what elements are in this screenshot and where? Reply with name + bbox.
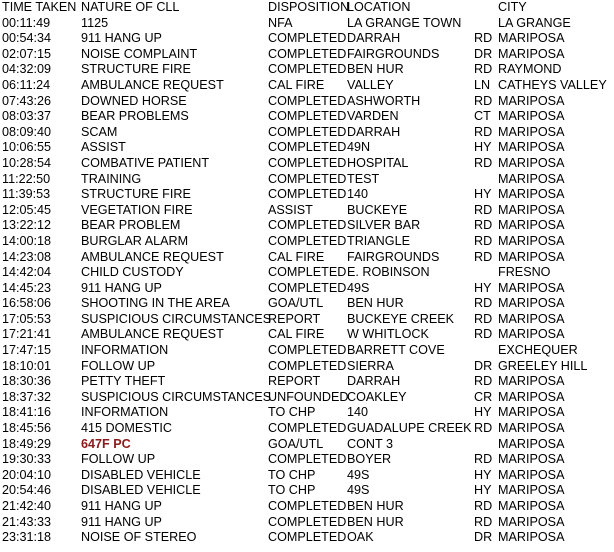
log-row [0, 499, 614, 515]
log-row [0, 140, 614, 156]
disposition-cell: GOA/UTL [268, 296, 324, 311]
log-row [0, 515, 614, 531]
disposition-cell: COMPLETED [268, 93, 347, 108]
city-cell: RAYMOND [498, 62, 562, 77]
location-cell: 140 [347, 405, 369, 420]
suffix-cell: RD [474, 124, 493, 139]
log-row [0, 281, 614, 297]
time-cell: 08:09:40 [2, 124, 52, 139]
city-cell: MARIPOSA [498, 109, 565, 124]
log-row [0, 250, 614, 266]
header-city: CITY [498, 0, 527, 14]
nature-cell: INFORMATION [81, 343, 169, 358]
suffix-cell: LN [474, 77, 491, 92]
disposition-cell: UNFOUNDED [268, 389, 349, 404]
location-cell: BEN HUR [347, 514, 404, 529]
suffix-cell: RD [474, 31, 493, 46]
time-cell: 14:42:04 [2, 265, 52, 280]
location-cell: BUCKEYE [347, 202, 408, 217]
disposition-cell: CAL FIRE [268, 327, 325, 342]
time-cell: 11:39:53 [2, 187, 51, 202]
time-cell: 00:54:34 [2, 31, 52, 46]
city-cell: GREELEY HILL [498, 358, 588, 373]
disposition-cell: ASSIST [268, 202, 313, 217]
city-cell: MARIPOSA [498, 280, 565, 295]
nature-cell: SUSPICIOUS CIRCUMSTANCES [81, 311, 272, 326]
log-row [0, 437, 614, 453]
location-cell: TRIANGLE [347, 233, 410, 248]
suffix-cell: RD [474, 218, 493, 233]
time-cell: 14:45:23 [2, 280, 52, 295]
disposition-cell: CAL FIRE [268, 249, 325, 264]
disposition-cell: COMPLETED [268, 514, 347, 529]
disposition-cell: COMPLETED [268, 280, 347, 295]
city-cell: MARIPOSA [498, 499, 565, 513]
city-cell: MARIPOSA [498, 46, 565, 61]
disposition-cell: GOA/UTL [268, 436, 324, 451]
time-cell: 21:43:33 [2, 514, 52, 529]
disposition-cell: COMPLETED [268, 265, 347, 280]
suffix-cell: HY [474, 405, 492, 420]
suffix-cell: RD [474, 62, 493, 77]
time-cell: 10:06:55 [2, 140, 52, 155]
log-row [0, 47, 614, 63]
location-cell: 49N [347, 140, 371, 155]
location-cell: GUADALUPE CREEK [347, 421, 472, 436]
location-cell: E. ROBINSON [347, 265, 430, 280]
time-cell: 00:11:49 [2, 15, 51, 30]
suffix-cell: HY [474, 467, 492, 482]
nature-cell: BEAR PROBLEM [81, 218, 181, 233]
location-cell: FAIRGROUNDS [347, 249, 440, 264]
location-cell: 49S [347, 483, 370, 498]
city-cell: MARIPOSA [498, 530, 565, 545]
disposition-cell: COMPLETED [268, 140, 347, 155]
location-cell: DARRAH [347, 374, 401, 389]
location-cell: ASHWORTH [347, 93, 421, 108]
nature-cell: INFORMATION [81, 405, 169, 420]
suffix-cell: HY [474, 280, 492, 295]
time-cell: 21:42:40 [2, 499, 52, 513]
time-cell: 18:37:32 [2, 389, 52, 404]
location-cell: BARRETT COVE [347, 343, 445, 358]
time-cell: 18:41:16 [2, 405, 52, 420]
location-cell: COAKLEY [347, 389, 407, 404]
time-cell: 20:54:46 [2, 483, 52, 498]
time-cell: 06:11:24 [2, 77, 51, 92]
nature-cell: CHILD CUSTODY [81, 265, 184, 280]
city-cell: LA GRANGE [498, 15, 571, 30]
nature-cell: NOISE COMPLAINT [81, 46, 198, 61]
log-row [0, 156, 614, 172]
nature-cell: COMBATIVE PATIENT [81, 155, 210, 170]
suffix-cell: HY [474, 483, 492, 498]
city-cell: MARIPOSA [498, 296, 565, 311]
disposition-cell: REPORT [268, 374, 321, 389]
nature-cell: STRUCTURE FIRE [81, 62, 191, 77]
nature-cell: SUSPICIOUS CIRCUMSTANCES [81, 389, 272, 404]
log-row [0, 374, 614, 390]
nature-cell: DISABLED VEHICLE [81, 467, 201, 482]
time-cell: 13:22:12 [2, 218, 52, 233]
location-cell: DARRAH [347, 31, 401, 46]
log-row [0, 452, 614, 468]
disposition-cell: COMPLETED [268, 499, 347, 513]
nature-cell: DOWNED HORSE [81, 93, 187, 108]
log-row [0, 359, 614, 375]
log-row [0, 343, 614, 359]
location-cell: BEN HUR [347, 62, 404, 77]
time-cell: 17:47:15 [2, 343, 52, 358]
time-cell: 11:22:50 [2, 171, 51, 186]
header-time: TIME TAKEN [2, 0, 77, 14]
log-row [0, 187, 614, 203]
city-cell: MARIPOSA [498, 483, 565, 498]
disposition-cell: COMPLETED [268, 31, 347, 46]
time-cell: 18:30:36 [2, 374, 52, 389]
city-cell: MARIPOSA [498, 467, 565, 482]
time-cell: 19:30:33 [2, 452, 52, 467]
disposition-cell: COMPLETED [268, 62, 347, 77]
location-cell: 49S [347, 467, 370, 482]
nature-cell: TRAINING [81, 171, 142, 186]
city-cell: MARIPOSA [498, 514, 565, 529]
location-cell: OAK [347, 530, 374, 545]
time-cell: 23:31:18 [2, 530, 52, 545]
city-cell: MARIPOSA [498, 389, 565, 404]
header-disposition: DISPOSITION [268, 0, 350, 14]
suffix-cell: DR [474, 358, 493, 373]
city-cell: FRESNO [498, 265, 551, 280]
nature-cell: SCAM [81, 124, 118, 139]
nature-cell: AMBULANCE REQUEST [81, 249, 224, 264]
location-cell: FAIRGROUNDS [347, 46, 440, 61]
city-cell: CATHEYS VALLEY [498, 77, 607, 92]
disposition-cell: COMPLETED [268, 155, 347, 170]
nature-cell: PETTY THEFT [81, 374, 166, 389]
nature-cell: 911 HANG UP [81, 280, 162, 295]
suffix-cell: RD [474, 327, 493, 342]
city-cell: MARIPOSA [498, 171, 565, 186]
location-cell: HOSPITAL [347, 155, 409, 170]
disposition-cell: TO CHP [268, 467, 316, 482]
log-row [0, 218, 614, 234]
log-row [0, 31, 614, 47]
city-cell: MARIPOSA [498, 452, 565, 467]
log-row [0, 16, 614, 32]
time-cell: 14:23:08 [2, 249, 52, 264]
disposition-cell: REPORT [268, 311, 321, 326]
location-cell: BOYER [347, 452, 392, 467]
city-cell: MARIPOSA [498, 124, 565, 139]
city-cell: MARIPOSA [498, 311, 565, 326]
log-row [0, 421, 614, 437]
disposition-cell: COMPLETED [268, 530, 347, 545]
time-cell: 04:32:09 [2, 62, 52, 77]
log-row [0, 203, 614, 219]
log-row [0, 78, 614, 94]
disposition-cell: COMPLETED [268, 233, 347, 248]
city-cell: MARIPOSA [498, 436, 565, 451]
log-row [0, 62, 614, 78]
city-cell: MARIPOSA [498, 374, 565, 389]
nature-cell: NOISE OF STEREO [81, 530, 197, 545]
suffix-cell: RD [474, 202, 493, 217]
log-row [0, 234, 614, 250]
log-row [0, 312, 614, 328]
disposition-cell: COMPLETED [268, 421, 347, 436]
suffix-cell: DR [474, 530, 493, 545]
log-row [0, 530, 614, 546]
nature-cell: 911 HANG UP [81, 499, 162, 513]
log-row [0, 172, 614, 188]
log-row [0, 94, 614, 110]
suffix-cell: RD [474, 233, 493, 248]
nature-cell: FOLLOW UP [81, 358, 156, 373]
suffix-cell: DR [474, 46, 493, 61]
city-cell: MARIPOSA [498, 218, 565, 233]
nature-cell: DISABLED VEHICLE [81, 483, 201, 498]
city-cell: MARIPOSA [498, 187, 565, 202]
city-cell: MARIPOSA [498, 202, 565, 217]
nature-cell: ASSIST [81, 140, 126, 155]
time-cell: 08:03:37 [2, 109, 52, 124]
disposition-cell: COMPLETED [268, 109, 347, 124]
suffix-cell: CT [474, 109, 491, 124]
suffix-cell: RD [474, 249, 493, 264]
nature-cell: FOLLOW UP [81, 452, 156, 467]
city-cell: MARIPOSA [498, 249, 565, 264]
location-cell: BEN HUR [347, 499, 404, 513]
location-cell: VALLEY [347, 77, 394, 92]
nature-cell: SHOOTING IN THE AREA [81, 296, 230, 311]
disposition-cell: TO CHP [268, 483, 316, 498]
suffix-cell: RD [474, 374, 493, 389]
nature-cell: VEGETATION FIRE [81, 202, 193, 217]
log-row [0, 327, 614, 343]
header-location: LOCATION [347, 0, 411, 14]
log-row [0, 468, 614, 484]
time-cell: 12:05:45 [2, 202, 52, 217]
nature-cell: BURGLAR ALARM [81, 233, 189, 248]
time-cell: 14:00:18 [2, 233, 52, 248]
time-cell: 18:45:56 [2, 421, 52, 436]
time-cell: 16:58:06 [2, 296, 52, 311]
nature-cell: STRUCTURE FIRE [81, 187, 191, 202]
log-row [0, 483, 614, 499]
location-cell: 49S [347, 280, 370, 295]
location-cell: CONT 3 [347, 436, 393, 451]
log-row [0, 125, 614, 141]
disposition-cell: COMPLETED [268, 358, 347, 373]
city-cell: MARIPOSA [498, 31, 565, 46]
time-cell: 18:49:29 [2, 436, 52, 451]
location-cell: TEST [347, 171, 380, 186]
location-cell: BEN HUR [347, 296, 404, 311]
disposition-cell: COMPLETED [268, 343, 347, 358]
nature-cell: 911 HANG UP [81, 514, 162, 529]
disposition-cell: CAL FIRE [268, 77, 325, 92]
location-cell: BUCKEYE CREEK [347, 311, 455, 326]
time-cell: 10:28:54 [2, 155, 52, 170]
location-cell: VARDEN [347, 109, 399, 124]
suffix-cell: RD [474, 499, 493, 513]
suffix-cell: RD [474, 311, 493, 326]
disposition-cell: COMPLETED [268, 187, 347, 202]
disposition-cell: COMPLETED [268, 124, 347, 139]
suffix-cell: RD [474, 452, 493, 467]
nature-cell: AMBULANCE REQUEST [81, 327, 224, 342]
location-cell: LA GRANGE TOWN [347, 15, 462, 30]
log-row [0, 265, 614, 281]
city-cell: MARIPOSA [498, 155, 565, 170]
nature-cell: AMBULANCE REQUEST [81, 77, 224, 92]
time-cell: 07:43:26 [2, 93, 52, 108]
city-cell: MARIPOSA [498, 405, 565, 420]
nature-cell: 911 HANG UP [81, 31, 162, 46]
suffix-cell: RD [474, 514, 493, 529]
suffix-cell: CR [474, 389, 493, 404]
log-row [0, 296, 614, 312]
location-cell: W WHITLOCK [347, 327, 429, 342]
suffix-cell: RD [474, 296, 493, 311]
city-cell: EXCHEQUER [498, 343, 578, 358]
city-cell: MARIPOSA [498, 421, 565, 436]
suffix-cell: HY [474, 187, 492, 202]
disposition-cell: NFA [268, 15, 293, 30]
suffix-cell: HY [474, 140, 492, 155]
nature-cell: 415 DOMESTIC [81, 421, 172, 436]
suffix-cell: RD [474, 93, 493, 108]
nature-cell: 647F PC [81, 436, 131, 451]
disposition-cell: COMPLETED [268, 171, 347, 186]
nature-cell: 1125 [81, 15, 109, 30]
suffix-cell: RD [474, 155, 493, 170]
log-row [0, 109, 614, 125]
location-cell: SILVER BAR [347, 218, 421, 233]
header-nature: NATURE OF CLL [81, 0, 180, 14]
time-cell: 20:04:10 [2, 467, 52, 482]
city-cell: MARIPOSA [498, 93, 565, 108]
city-cell: MARIPOSA [498, 140, 565, 155]
disposition-cell: COMPLETED [268, 452, 347, 467]
log-row [0, 390, 614, 406]
location-cell: DARRAH [347, 124, 401, 139]
city-cell: MARIPOSA [498, 233, 565, 248]
time-cell: 18:10:01 [2, 358, 52, 373]
log-rows [0, 16, 614, 546]
time-cell: 17:05:53 [2, 311, 52, 326]
header-row [0, 0, 614, 16]
nature-cell: BEAR PROBLEMS [81, 109, 189, 124]
time-cell: 17:21:41 [2, 327, 52, 342]
log-row [0, 405, 614, 421]
city-cell: MARIPOSA [498, 327, 565, 342]
disposition-cell: COMPLETED [268, 46, 347, 61]
time-cell: 02:07:15 [2, 46, 52, 61]
disposition-cell: COMPLETED [268, 218, 347, 233]
disposition-cell: TO CHP [268, 405, 316, 420]
location-cell: SIERRA [347, 358, 394, 373]
suffix-cell: RD [474, 421, 493, 436]
location-cell: 140 [347, 187, 369, 202]
